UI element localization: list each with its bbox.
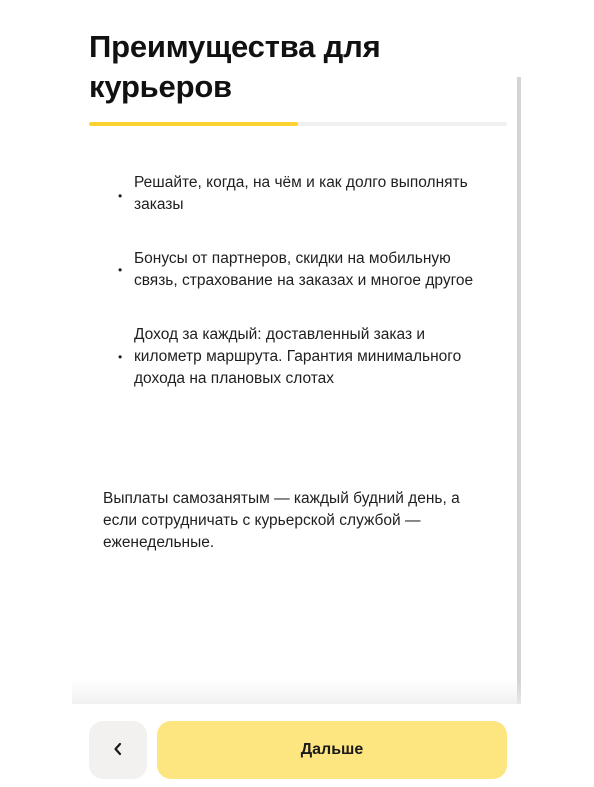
- bullet-icon: •: [118, 189, 123, 203]
- next-button[interactable]: Дальше: [157, 721, 507, 779]
- progress-bar: [89, 122, 507, 126]
- page-title: Преимущества для курьеров: [89, 29, 381, 104]
- bullet-icon: •: [118, 350, 123, 364]
- back-button[interactable]: [89, 721, 147, 779]
- benefit-text: Решайте, когда, на чём и как долго выполнять заказы: [134, 174, 468, 213]
- bullet-icon: •: [118, 263, 123, 277]
- scrollbar[interactable]: [517, 77, 521, 779]
- progress-fill: [89, 122, 298, 126]
- payout-info-text: Выплаты самозанятым — каждый будний день, а если сотрудничать с курьерской службой — еженедельные.: [103, 490, 460, 551]
- benefit-text: Доход за каждый: доставленный заказ и километр маршрута. Гарантия минимального дохода на плановых слотах: [134, 326, 462, 387]
- benefit-text: Бонусы от партнеров, скидки на мобильную связь, страхование на заказах и многое другое: [134, 250, 474, 289]
- benefit-item-flexible-schedule: [116, 172, 496, 216]
- benefit-item-partner-bonuses: [116, 248, 496, 292]
- benefits-list: [116, 172, 496, 422]
- chevron-left-icon: [112, 742, 124, 759]
- benefit-item-income: [116, 324, 496, 390]
